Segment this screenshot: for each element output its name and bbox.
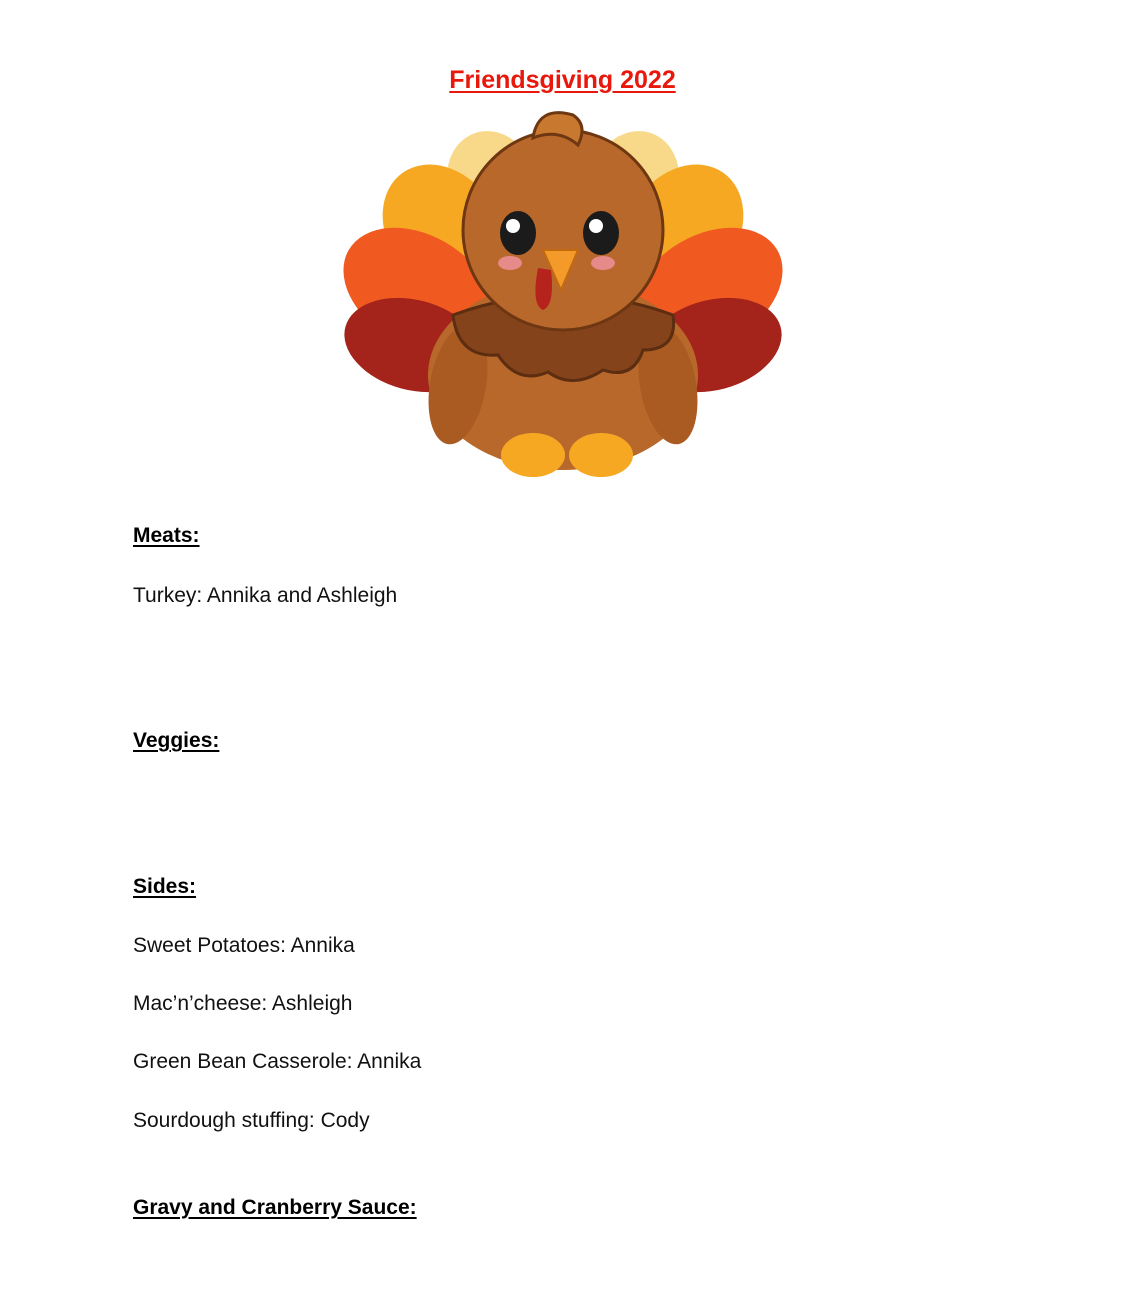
meats-heading: Meats: — [133, 524, 200, 547]
turkey-icon — [333, 100, 793, 490]
page-title: Friendsgiving 2022 — [449, 66, 676, 94]
list-item: Mac’n’cheese: Ashleigh — [133, 992, 353, 1015]
sides-heading: Sides: — [133, 875, 197, 898]
list-item: Sweet Potatoes: Annika — [133, 934, 355, 957]
gravy-cranberry-heading: Gravy and Cranberry Sauce: — [133, 1196, 417, 1219]
list-item: Sourdough stuffing: Cody — [133, 1109, 370, 1132]
veggies-heading: Veggies: — [133, 729, 220, 752]
list-item: Turkey: Annika and Ashleigh — [133, 584, 398, 607]
list-item: Green Bean Casserole: Annika — [133, 1050, 422, 1073]
